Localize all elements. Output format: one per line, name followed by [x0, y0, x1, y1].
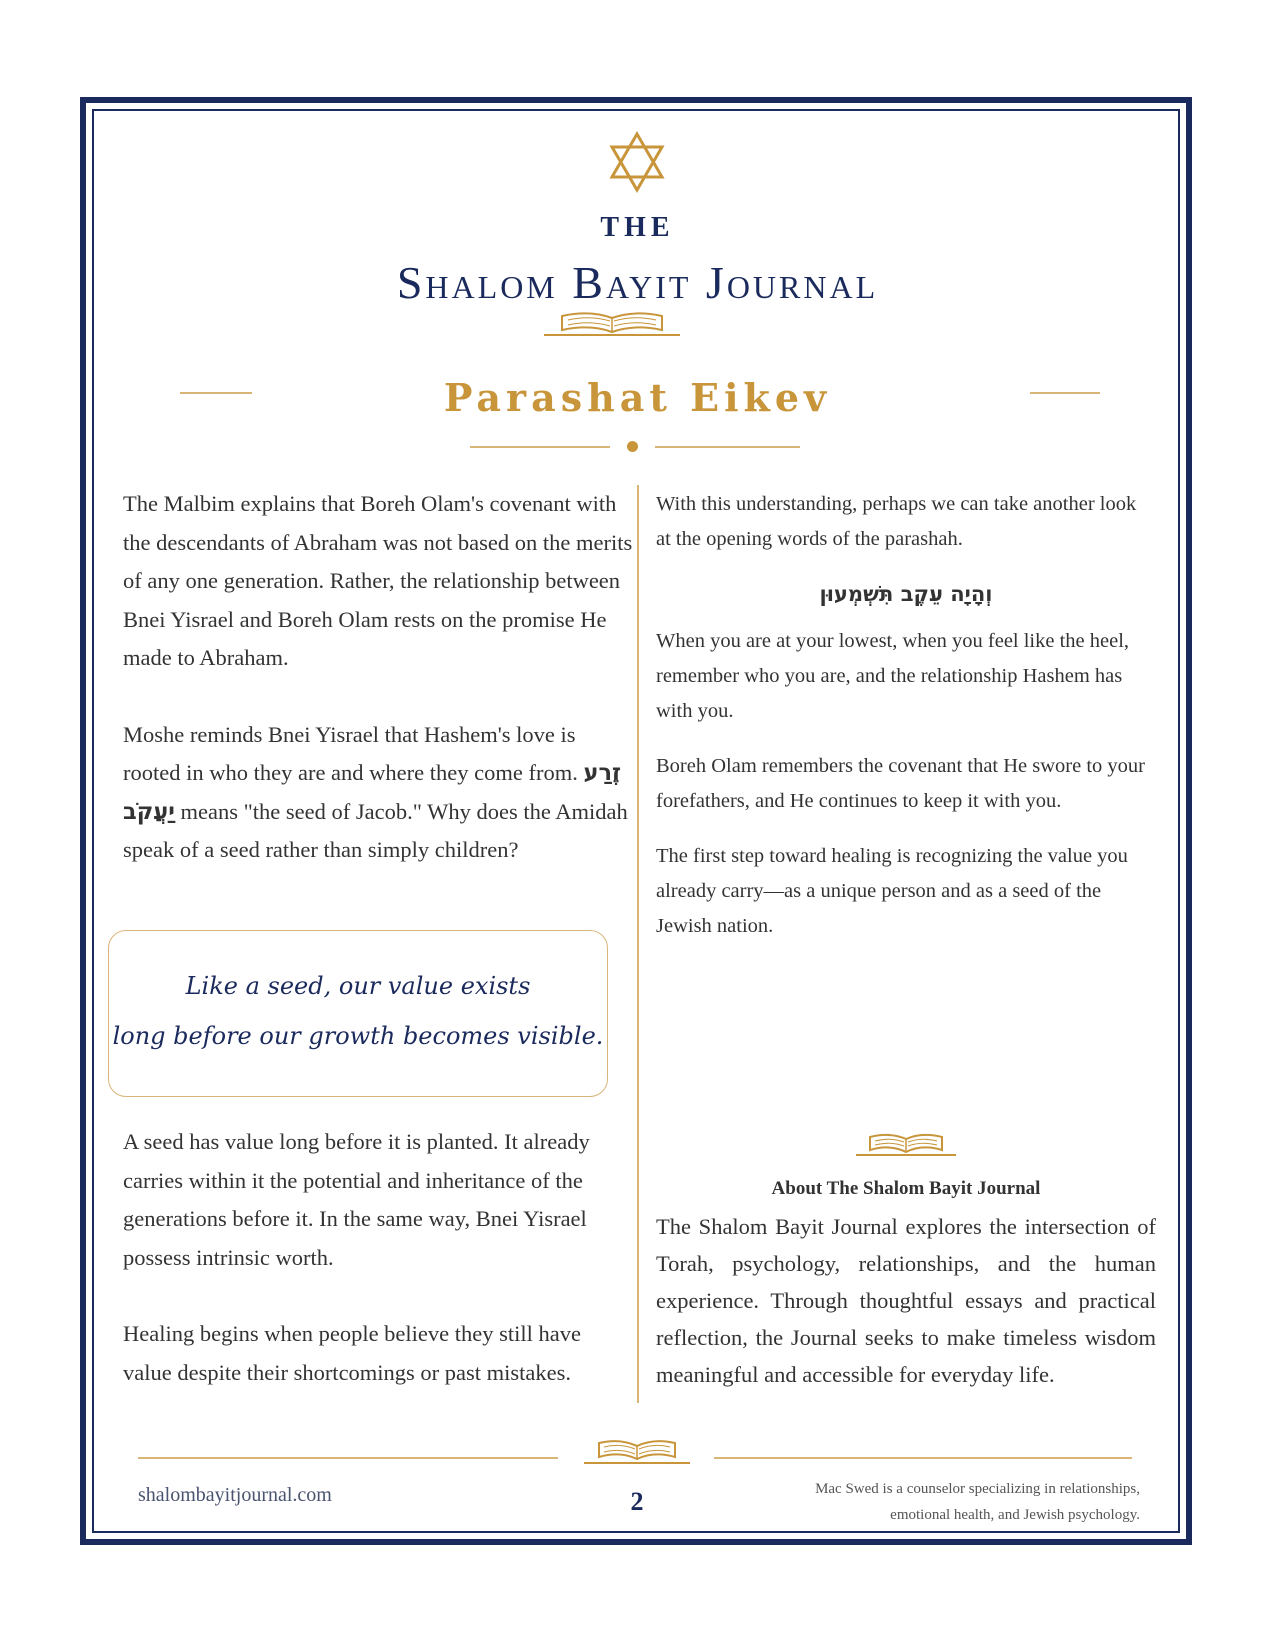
open-book-icon [582, 1436, 692, 1466]
left-paragraph-2-tail: means "the seed of Jacob." Why does the Amidah speak of a seed rather than simply children? [123, 798, 628, 862]
left-paragraph-3: A seed has value long before it is planted. It already carries within it the potential and inheritance of the generations before it. In the same way, Bnei Yisrael possess intrinsic worth. [123, 1129, 590, 1270]
hebrew-phrase: זֶרַע יַעֲקֹב [123, 760, 622, 825]
about-text: The Shalom Bayit Journal explores the intersection of Torah, psychology, relationships, and the human experience. Through thoughtful essays and practical reflection, the Journal seeks to make timeless wisdom meaningful and accessible for everyday life. [656, 1214, 1156, 1387]
parasha-underline-right [655, 446, 800, 448]
right-paragraph-3: Boreh Olam remembers the covenant that He swore to your forefathers, and He continues to keep it with you. [656, 755, 1145, 812]
about-title: About The Shalom Bayit Journal [771, 1178, 1041, 1199]
open-book-icon [854, 1130, 958, 1158]
left-paragraph-2-lead: Moshe reminds Bnei Yisrael that Hashem's love is rooted in who they are and where they come from. [123, 721, 578, 785]
left-paragraph-1: The Malbim explains that Boreh Olam's covenant with the descendants of Abraham was not based on the merits of any one generation. Rather, the relationship between Bnei Yisrael and Boreh Olam rests on the promise He made to Abraham. [123, 491, 633, 670]
pull-quote [108, 930, 608, 1097]
page-number: 2 [630, 1487, 644, 1516]
right-paragraph-4: The first step toward healing is recognizing the value you already carry—as a unique person and as a seed of the Jewish nation. [656, 845, 1128, 937]
pull-quote-line-1: Like a seed, our value exists [185, 972, 531, 1000]
parasha-title: Parashat Eikev [443, 375, 832, 420]
footer-rule-right [714, 1457, 1132, 1459]
author-bio-line-1: Mac Swed is a counselor specializing in relationships, [815, 1481, 1140, 1497]
left-column-lower [123, 1123, 633, 1430]
hebrew-verse: וְהָיָה עֵקֶב תִּשְׁמְעוּן [819, 582, 993, 606]
right-paragraph-2: When you are at your lowest, when you feel like the heel, remember who you are, and the relationship Hashem has with you. [656, 630, 1130, 722]
left-paragraph-2 [123, 716, 633, 870]
left-paragraph-4: Healing begins when people believe they still have value despite their shortcomings or past mistakes. [123, 1321, 581, 1385]
website-url[interactable]: shalombayitjournal.com [138, 1484, 332, 1506]
column-divider [637, 485, 639, 1403]
open-book-icon [540, 308, 684, 338]
masthead-title: Shalom Bayit Journal [396, 257, 879, 308]
right-paragraph-1: With this understanding, perhaps we can take another look at the opening words of the parashah. [656, 493, 1137, 550]
author-bio-line-2: emotional health, and Jewish psychology. [890, 1507, 1140, 1523]
author-bio [740, 1476, 1140, 1528]
left-column [123, 485, 633, 908]
right-column [656, 487, 1156, 964]
pull-quote-line-2: long before our growth becomes visible. [112, 1022, 604, 1050]
ornament-dot [627, 441, 638, 452]
star-of-david-icon [607, 130, 667, 194]
parasha-underline-left [470, 446, 610, 448]
masthead-the: THE [600, 212, 675, 243]
footer-rule-left [138, 1457, 558, 1459]
